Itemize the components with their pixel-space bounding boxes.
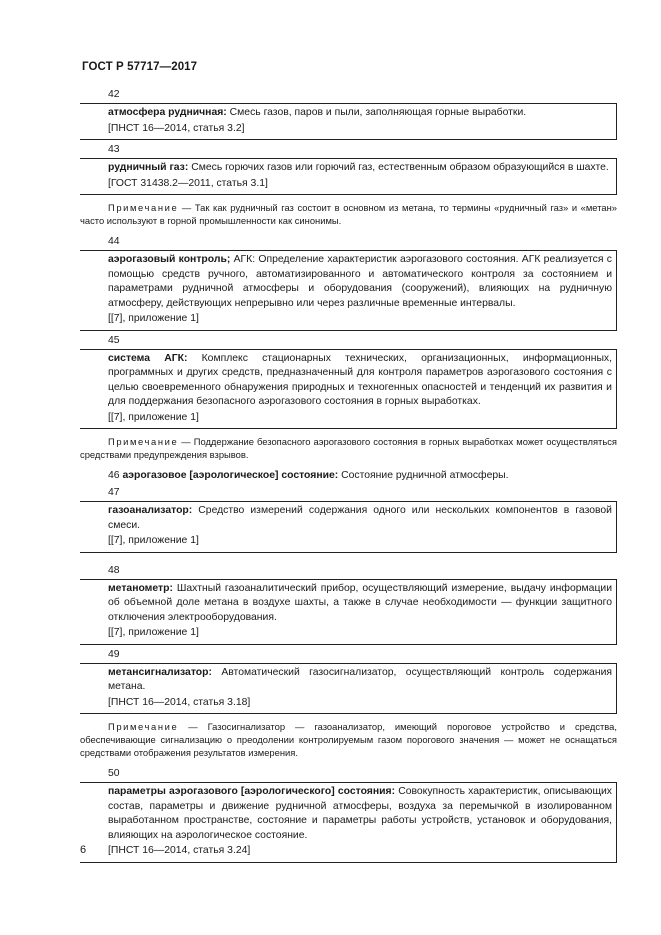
term-definition: Комплекс стационарных технических, организационных, информационных, программных и других средств, предназначенный для контроля параметров аэрогазового состояния с целью своевременного обнаружения природных и техногенных опасностей и тенденций их развития и для поддержания безопасного аэрогазового состояния в горных выработках. — [108, 352, 612, 407]
note-label: Примечание — [108, 202, 179, 213]
term-name: параметры аэрогазового [аэрологического] состояния: — [108, 786, 396, 797]
term-definition: АГК: Определение характеристик аэрогазового состояния. АГК реализуется с помощью средств ручного, автоматизированного и автоматического контроля за состоянием и параметрами рудничной атмосферы и оборудования (сооружений), влияющих на рудничную атмосферу, действующих непрерывно или через различные временные интервалы. — [108, 254, 612, 309]
term-reference: [[7], приложение 1] — [108, 313, 199, 324]
term-reference: [ПНСТ 16—2014, статья 3.24] — [108, 845, 251, 856]
document-header: ГОСТ Р 57717—2017 — [82, 61, 198, 73]
term-number: 49 — [108, 648, 120, 660]
term-number: 50 — [108, 768, 120, 779]
term-definition: Состояние рудничной атмосферы. — [338, 470, 509, 481]
term-definition: Автоматический газосигнализатор, осуществляющий контроль содержания метана. — [108, 666, 612, 692]
term-number: 48 — [108, 564, 120, 576]
note — [80, 435, 617, 461]
term-name: аэрогазовое [аэрологическое] состояние: — [122, 470, 339, 481]
term-entry — [80, 158, 617, 195]
term-definition: Шахтный газоаналитический прибор, осуществляющий измерение, выдачу информации об объемной доле метана в воздухе шахты, а также в случае необходимости — функции защитного отключения электрооборудования. — [108, 582, 612, 623]
term-definition: Смесь горючих газов или горючий газ, естественным образом образующийся в шахте. — [188, 162, 609, 173]
term-name: аэрогазовый контроль; — [108, 254, 231, 265]
term-entry — [80, 250, 617, 331]
note — [80, 201, 617, 227]
term-reference: [[7], приложение 1] — [108, 535, 199, 546]
note-text: — Газосигнализатор — газоанализатор, имеющий пороговое устройство и средства, обеспечивающие сигнализацию о преодолении контролируемым газом порогового значения — может не оснащаться средствами отображения результатов измерения. — [80, 721, 617, 758]
term-entry-inline — [80, 467, 617, 484]
term-entry — [80, 501, 617, 553]
term-number: 42 — [108, 89, 120, 100]
term-entry — [80, 782, 617, 863]
term-definition: Средство измерений содержания одного или нескольких компонентов в газовой смеси. — [108, 505, 612, 531]
term-reference: [ПНСТ 16—2014, статья 3.2] — [108, 122, 245, 134]
term-reference: [[7], приложение 1] — [108, 411, 199, 423]
note-text: — Поддержание безопасного аэрогазового состояния в горных выработках может осуществляться средствами предупреждения взрывов. — [80, 436, 617, 460]
term-name: рудничный газ: — [108, 162, 189, 173]
note-label: Примечание — [108, 436, 179, 447]
note — [80, 720, 617, 759]
note-label: Примечание — [108, 721, 179, 732]
term-number: 46 — [108, 470, 120, 481]
term-definition: Совокупность характеристик, описывающих состав, параметры и движение рудничной атмосферы, воздуха за перемычкой в изолированном выработанном пространстве, состояние и параметры работы устройств, установок и оборудования, влияющих на аэрологическое состояние. — [108, 786, 612, 841]
term-number: 44 — [108, 236, 120, 247]
term-name: метанометр: — [108, 582, 173, 594]
page-number: 6 — [80, 844, 87, 856]
term-name: метансигнализатор: — [108, 666, 212, 678]
term-name: атмосфера рудничная: — [108, 107, 227, 118]
term-entry — [80, 663, 617, 715]
term-reference: [[7], приложение 1] — [108, 627, 199, 638]
term-entry — [80, 103, 617, 140]
term-reference: [ГОСТ 31438.2—2011, статья 3.1] — [108, 177, 268, 189]
term-list — [80, 86, 617, 864]
term-definition: Смесь газов, паров и пыли, заполняющая горные выработки. — [226, 107, 527, 118]
term-reference: [ПНСТ 16—2014, статья 3.18] — [108, 696, 251, 708]
term-number: 47 — [108, 487, 120, 498]
term-entry — [80, 349, 617, 430]
term-entry — [80, 579, 617, 645]
term-name: газоанализатор: — [108, 505, 193, 516]
note-text: — Так как рудничный газ состоит в основном из метана, то термины «рудничный газ» и «метан» часто используют в горной промышленности как синонимы. — [80, 202, 617, 226]
term-number: 45 — [108, 334, 120, 346]
term-name: система АГК: — [108, 352, 188, 364]
term-number: 43 — [108, 144, 120, 155]
